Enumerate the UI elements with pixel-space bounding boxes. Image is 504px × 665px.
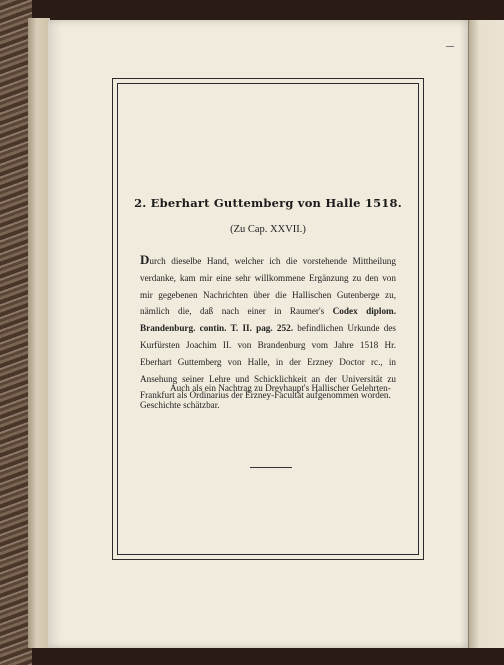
drop-initial: D [140,252,150,267]
page-mark [446,46,454,47]
page-frame-border [112,78,424,560]
paragraph-text-part2: befindlichen Urkunde des Kurfürsten Joachim II. von Brandenburg vom Jahre 1518 Hr. Eberhart Guttemberg von Halle, in der Erzney Doctor rc., in Ansehung seiner Lehre und Schicklichkeit an der Universität zu Frankfurt als Ordinarius der Erzney-Facultät aufgenommen worden. [140,323,396,401]
note-paragraph: Auch als ein Nachtrag zu Dreyhaupt's Hallischer Gelehrten-Geschichte schätzbar. [140,383,391,410]
facing-page-edge [468,20,504,648]
codex-reference: Codex diplom. Brandenburg. contin. T. II. pag. 252. [140,306,396,334]
chapter-reference: (Zu Cap. XXVII.) [230,224,306,235]
book-binding-gutter [28,18,50,648]
section-divider [250,467,292,468]
section-heading: 2. Eberhart Guttemberg von Halle 1518. [134,196,402,210]
page-frame-inner-border [117,83,419,555]
paragraph-text-part1: urch dieselbe Hand, welcher ich die vorstehende Mittheilung verdanke, kam mir eine sehr willkommene Ergänzung zu den von mir gegebenen Nachrichten über die Hallischen Gutenberge zu, nämlich die, daß nach einer in Raumer's [140,256,396,317]
